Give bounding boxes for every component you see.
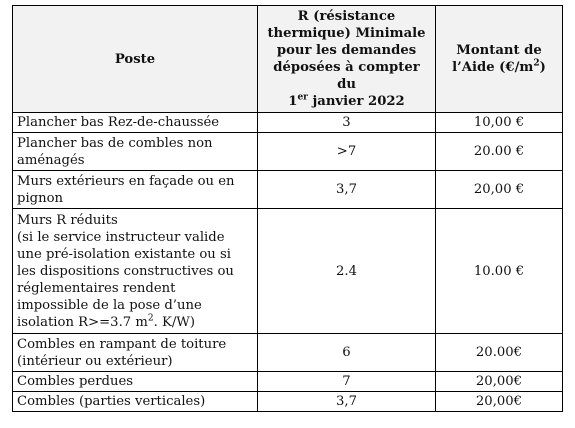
poste-cell (13, 392, 258, 412)
montant-cell: 20,00 € (436, 171, 563, 209)
montant-cell: 20,00€ (436, 392, 563, 412)
header-montant-sup: 2 (533, 58, 540, 69)
r-value-cell: >7 (258, 133, 436, 171)
poste-text: aménagés (17, 152, 85, 168)
poste-text: réglementaires rendent (17, 280, 176, 296)
r-value-cell: 3 (258, 113, 436, 133)
poste-text: une pré-isolation existante ou si (17, 246, 231, 262)
poste-text: Combles perdues (17, 374, 134, 389)
poste-cell (13, 209, 258, 334)
header-row (13, 6, 563, 113)
poste-text-prefix: isolation R>=3.7 m (17, 314, 148, 330)
montant-cell: 10.00 € (436, 209, 563, 334)
header-r-line: R (résistance (297, 9, 396, 24)
r-value-cell: 3,7 (258, 392, 436, 412)
poste-cell (13, 372, 258, 392)
table-row (13, 171, 563, 209)
header-poste (13, 6, 258, 113)
header-montant-prefix: l’Aide (€/m (452, 60, 534, 75)
header-r-date-suffix: janvier 2022 (307, 94, 405, 109)
r-value-cell: 2.4 (258, 209, 436, 334)
poste-text: les dispositions constructives ou (17, 263, 234, 279)
aid-table (12, 5, 563, 412)
header-r-line: déposées à compter du (273, 60, 420, 92)
poste-text: Murs extérieurs en façade ou en (17, 173, 235, 189)
header-montant (436, 6, 563, 113)
poste-cell (13, 113, 258, 133)
table-row (13, 372, 563, 392)
poste-text: Plancher bas de combles non (17, 135, 213, 151)
poste-text (17, 314, 253, 331)
header-r-date (262, 93, 431, 110)
poste-text: (intérieur ou extérieur) (17, 353, 173, 369)
table-row (13, 133, 563, 171)
table-row (13, 209, 563, 334)
poste-text: Murs R réduits (17, 212, 118, 228)
poste-text: Combles (parties verticales) (17, 394, 206, 409)
poste-text-suffix: . K/W) (153, 314, 195, 330)
header-montant-line (440, 59, 558, 76)
poste-text: pignon (17, 190, 64, 206)
poste-cell (13, 334, 258, 372)
poste-text: impossible de la pose d’une (17, 297, 202, 313)
header-montant-line: Montant de (456, 43, 542, 58)
poste-cell (13, 133, 258, 171)
table-row (13, 334, 563, 372)
header-r-date-prefix: 1 (288, 94, 298, 109)
table-row (13, 392, 563, 412)
poste-text-sup: 2 (147, 313, 154, 324)
r-value-cell: 3,7 (258, 171, 436, 209)
header-r-min (258, 6, 436, 113)
table-row (13, 113, 563, 133)
poste-cell (13, 171, 258, 209)
header-r-line: pour les demandes (276, 43, 417, 58)
header-montant-suffix: ) (539, 60, 546, 75)
poste-text: (si le service instructeur valide (17, 229, 225, 245)
poste-text: Combles en rampant de toiture (17, 336, 227, 352)
poste-text: Plancher bas Rez-de-chaussée (17, 115, 220, 130)
header-r-line: thermique) Minimale (267, 26, 426, 41)
header-poste-label: Poste (114, 51, 156, 67)
montant-cell: 10,00 € (436, 113, 563, 133)
montant-cell: 20.00 € (436, 133, 563, 171)
r-value-cell: 7 (258, 372, 436, 392)
header-r-date-sup: er (297, 92, 308, 103)
montant-cell: 20,00€ (436, 372, 563, 392)
r-value-cell: 6 (258, 334, 436, 372)
montant-cell: 20.00€ (436, 334, 563, 372)
